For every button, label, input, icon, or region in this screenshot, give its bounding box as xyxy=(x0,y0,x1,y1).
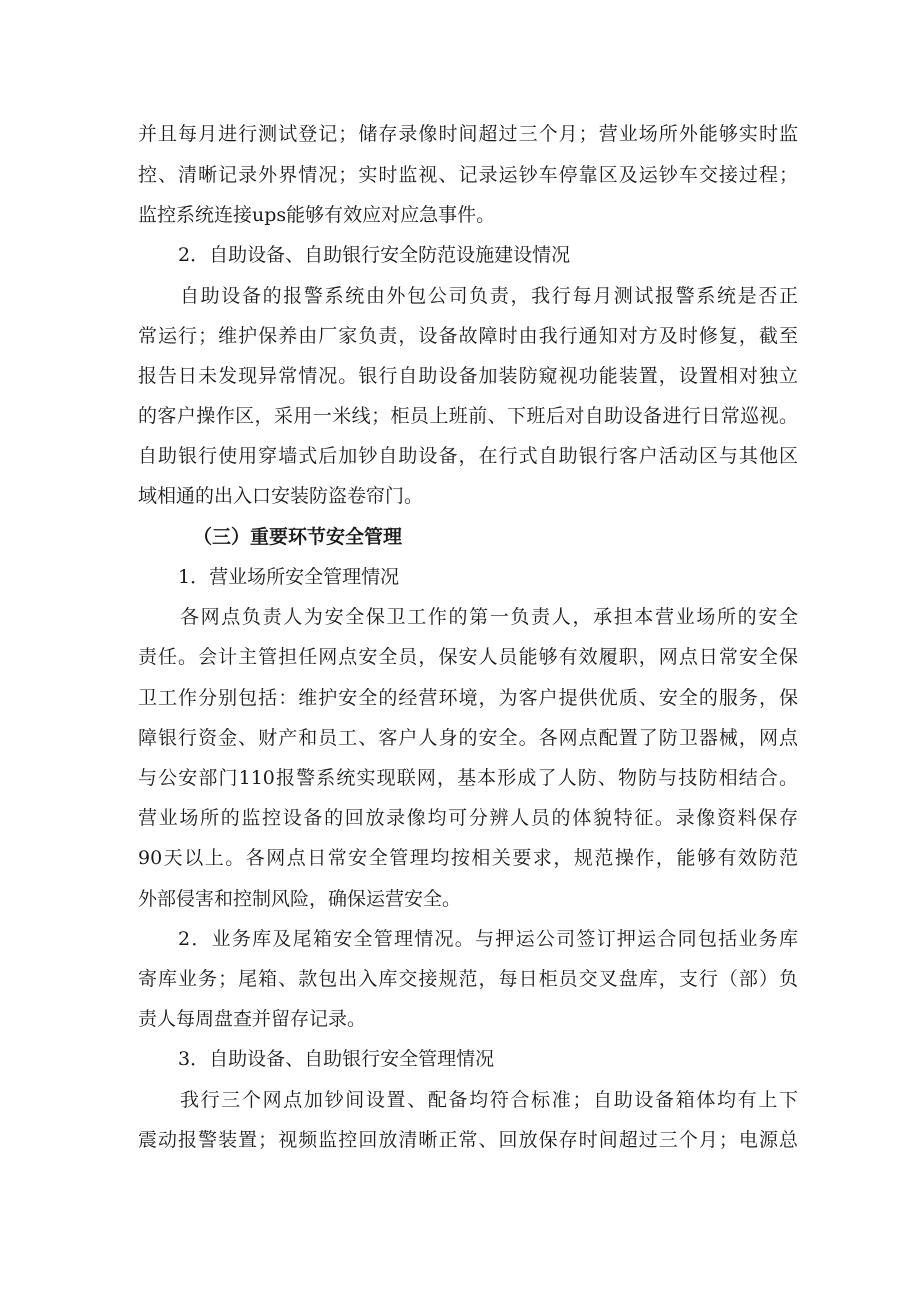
subheading-3: 3．自助设备、自助银行安全管理情况 xyxy=(178,1048,495,1070)
text-line: 域相通的出入口安装防盗卷帘门。 xyxy=(138,485,424,507)
section-heading-3: （三）重要环节安全管理 xyxy=(193,526,403,548)
text-line: 常运行；维护保养由厂家负责，设备故障时由我行通知对方及时修复，截至 xyxy=(138,325,798,347)
text-line: 自助设备的报警系统由外包公司负责，我行每月测试报警系统是否正 xyxy=(180,285,798,307)
text-line: 控、清晰记录外界情况；实时监视、记录运钞车停靠区及运钞车交接过程； xyxy=(138,164,798,186)
text-line: 障银行资金、财产和员工、客户人身的安全。各网点配置了防卫器械，网点 xyxy=(138,727,798,749)
text-line: 自助银行使用穿墙式后加钞自助设备，在行式自助银行客户活动区与其他区 xyxy=(138,445,798,467)
text-line: 责人每周盘查并留存记录。 xyxy=(138,1008,367,1030)
subheading-1: 1．营业场所安全管理情况 xyxy=(178,566,400,588)
text-line: 外部侵害和控制风险，确保运营安全。 xyxy=(138,888,462,910)
text-line: 报告日未发现异常情况。银行自助设备加装防窥视功能装置，设置相对独立 xyxy=(138,365,798,387)
text-line: 监控系统连接ups能够有效应对应急事件。 xyxy=(138,204,496,226)
text-line: 寄库业务；尾箱、款包出入库交接规范，每日柜员交叉盘库，支行（部）负 xyxy=(138,968,798,990)
text-line: 我行三个网点加钞间设置、配备均符合标准；自助设备箱体均有上下 xyxy=(180,1089,798,1111)
text-line: 与公安部门110报警系统实现联网，基本形成了人防、物防与技防相结合。 xyxy=(138,767,798,789)
text-line: 营业场所的监控设备的回放录像均可分辨人员的体貌特征。录像资料保存 xyxy=(138,807,798,829)
subheading-2: 2．自助设备、自助银行安全防范设施建设情况 xyxy=(178,244,571,266)
text-line: 责任。会计主管担任网点安全员，保安人员能够有效履职，网点日常安全保 xyxy=(138,646,798,668)
text-line: 90天以上。各网点日常安全管理均按相关要求，规范操作，能够有效防范 xyxy=(138,847,798,869)
text-line: 并且每月进行测试登记；储存录像时间超过三个月；营业场所外能够实时监 xyxy=(138,123,798,145)
text-line: 的客户操作区，采用一米线；柜员上班前、下班后对自助设备进行日常巡视。 xyxy=(138,405,798,427)
text-line: 各网点负责人为安全保卫工作的第一负责人，承担本营业场所的安全 xyxy=(180,606,798,628)
subheading-2-paragraph: 2．业务库及尾箱安全管理情况。与押运公司签订押运合同包括业务库 xyxy=(178,928,798,950)
text-line: 震动报警装置；视频监控回放清晰正常、回放保存时间超过三个月；电源总 xyxy=(138,1129,798,1151)
text-line: 卫工作分别包括：维护安全的经营环境，为客户提供优质、安全的服务，保 xyxy=(138,687,798,709)
